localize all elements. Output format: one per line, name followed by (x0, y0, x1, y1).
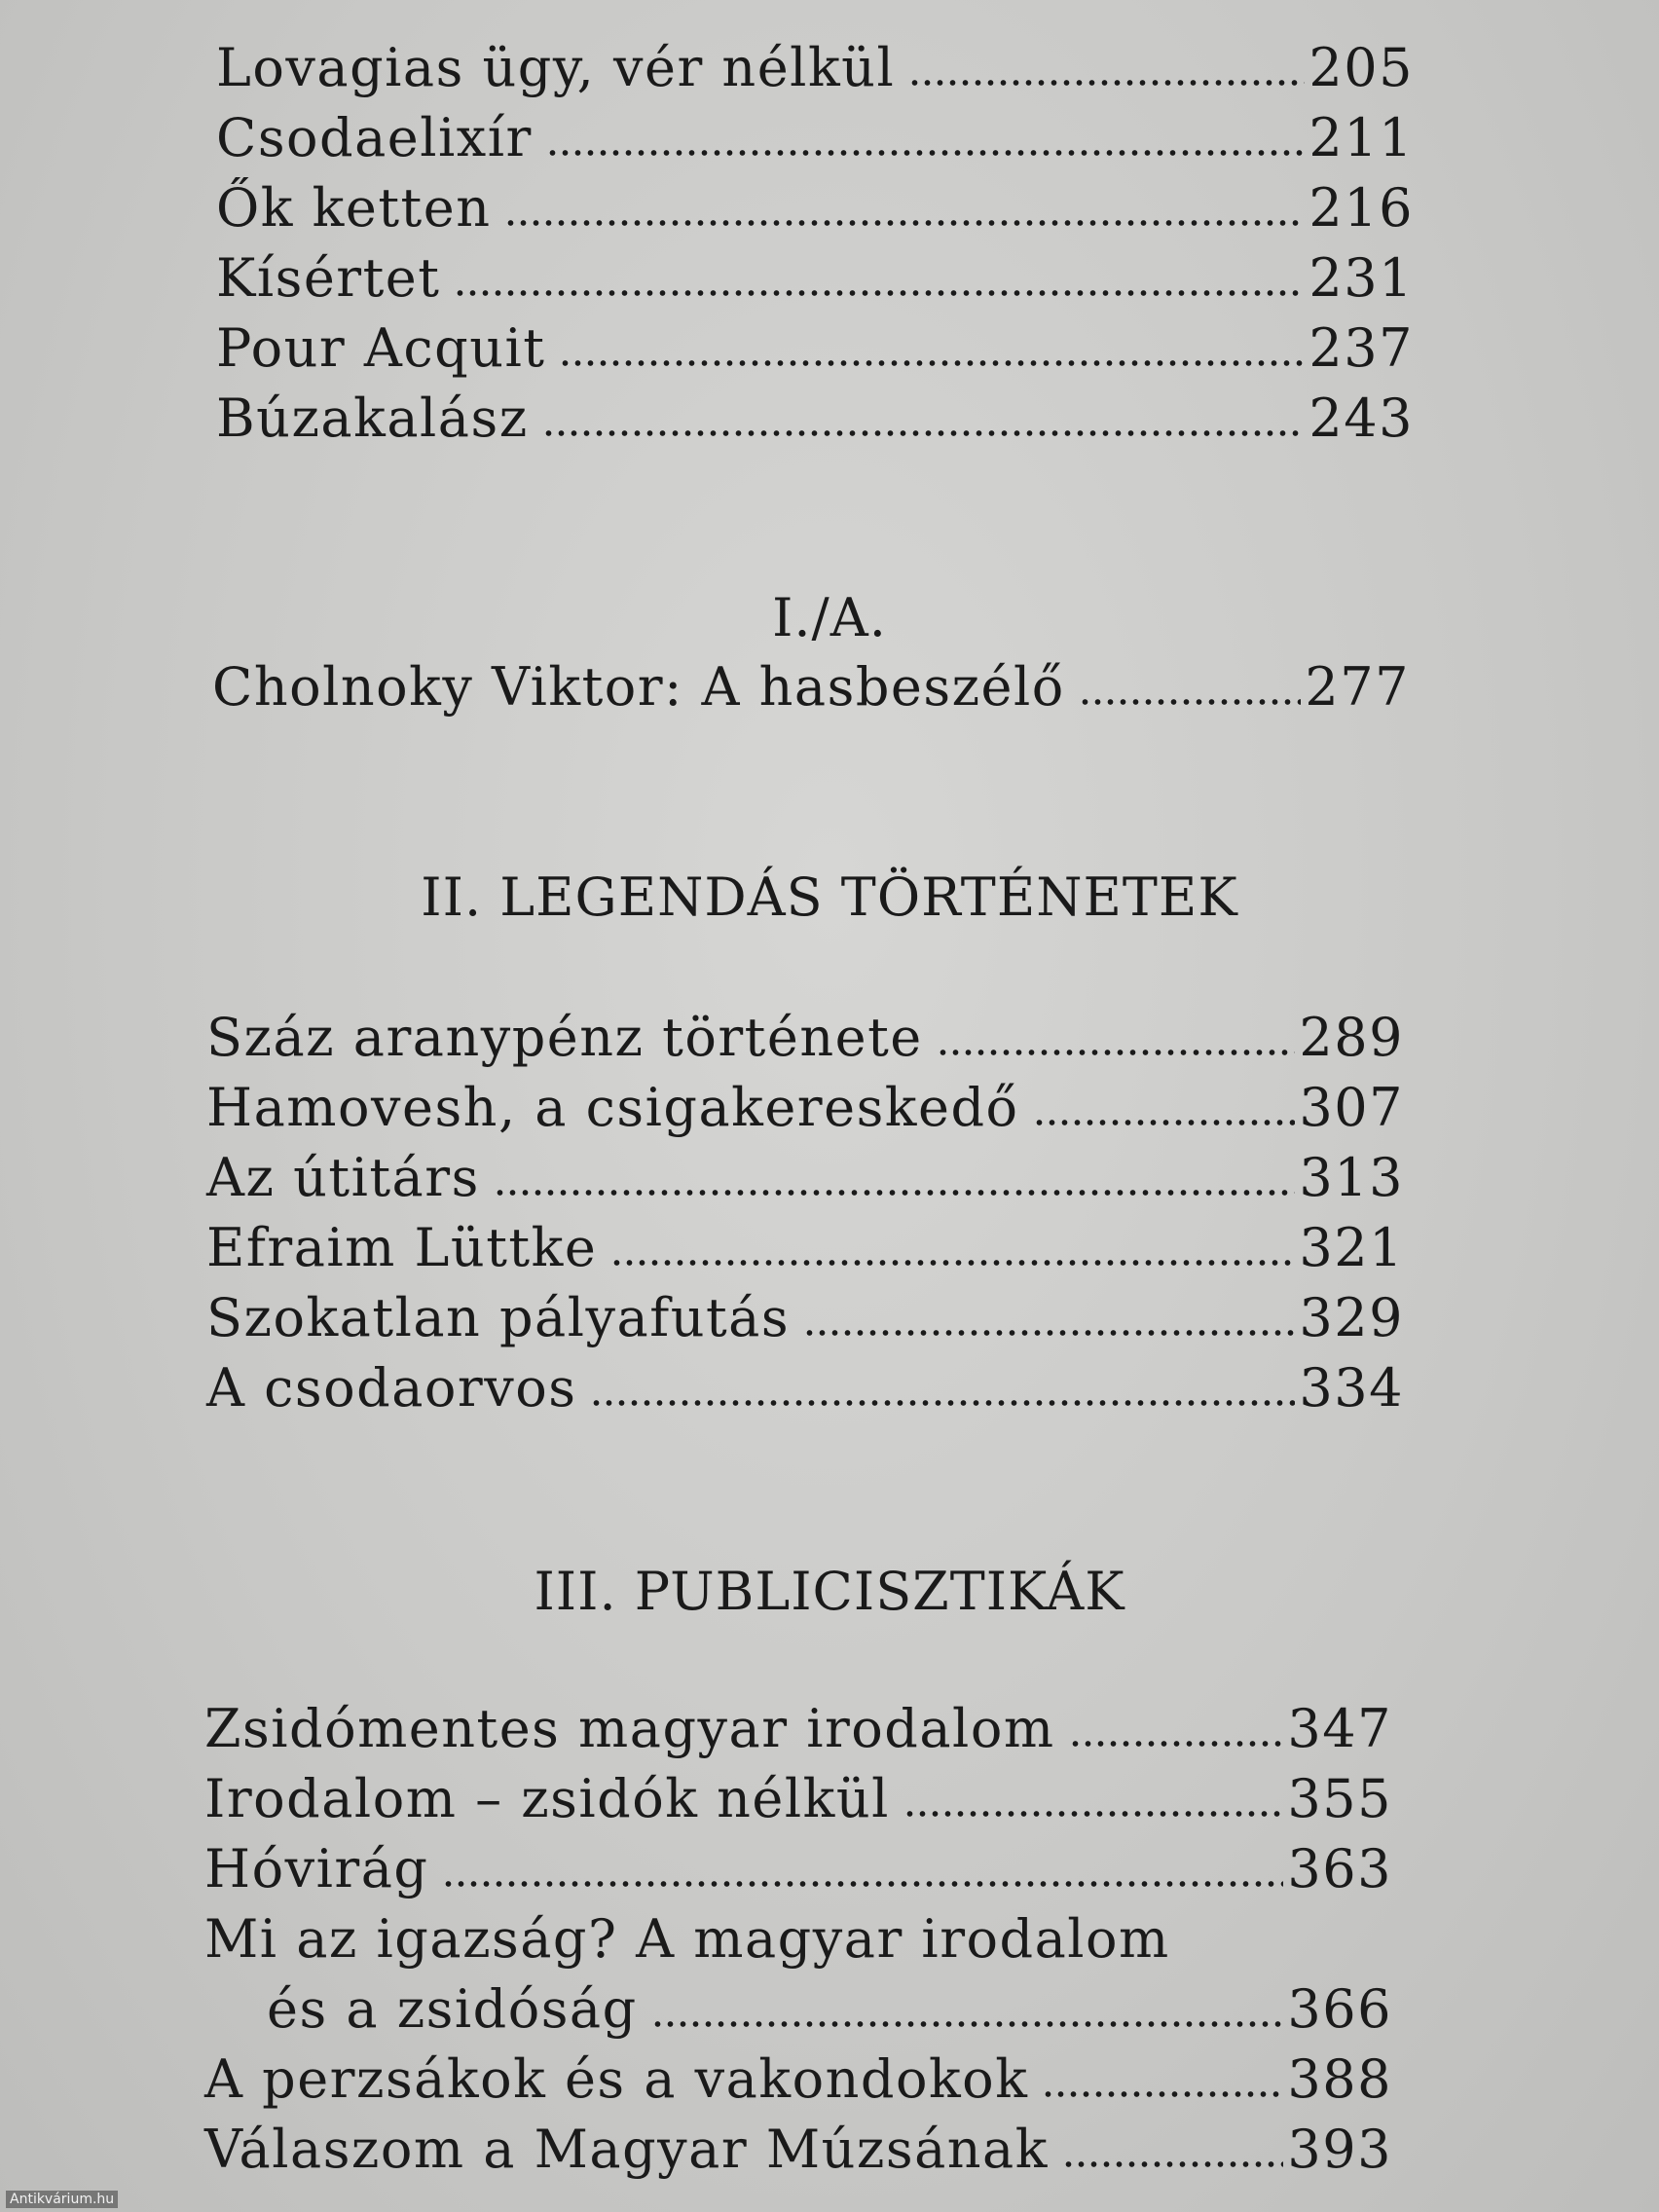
entry-page: 334 (1299, 1357, 1404, 1419)
toc-entry (216, 243, 1414, 313)
toc-entry (216, 384, 1414, 454)
entry-title: Cholnoky Viktor: A hasbeszélő (212, 656, 1065, 718)
entry-title: Száz aranypénz története (206, 1007, 923, 1068)
toc-entry (204, 1694, 1392, 1764)
entry-title: Válaszom a Magyar Múzsának (204, 2119, 1049, 2180)
entry-title: A csodaorvos (206, 1357, 577, 1419)
entry-title: Hóvirág (204, 1838, 429, 1899)
entry-page: 329 (1299, 1287, 1404, 1348)
toc-entry (206, 1283, 1404, 1353)
entry-page: 363 (1287, 1838, 1392, 1899)
dot-leader (590, 1393, 1295, 1413)
dot-leader (1062, 2155, 1283, 2174)
toc-group-1 (216, 33, 1414, 454)
entry-page: 243 (1309, 387, 1414, 449)
entry-title: Pour Acquit (216, 317, 546, 379)
entry-page: 211 (1309, 107, 1414, 168)
entry-page: 289 (1299, 1007, 1404, 1068)
dot-leader (494, 1183, 1296, 1202)
entry-page: 307 (1299, 1077, 1404, 1138)
toc-group-iii (204, 1694, 1392, 2185)
dot-leader (908, 73, 1305, 92)
entry-page: 388 (1287, 2048, 1392, 2110)
entry-page: 313 (1299, 1147, 1404, 1208)
entry-title: Irodalom – zsidók nélkül (204, 1768, 890, 1829)
dot-leader (937, 1043, 1296, 1062)
entry-title: A perzsákok és a vakondokok (204, 2048, 1029, 2110)
entry-title: Csodaelixír (216, 107, 533, 168)
toc-group-ia (212, 652, 1410, 722)
toc-entry (206, 1353, 1404, 1423)
dot-leader (546, 143, 1306, 163)
entry-title: Ők ketten (216, 177, 492, 239)
toc-entry (204, 2045, 1392, 2115)
toc-entry (204, 1764, 1392, 1834)
dot-leader (442, 1874, 1283, 1894)
entry-page: 231 (1309, 247, 1414, 309)
toc-group-ii (206, 1003, 1404, 1423)
toc-entry (216, 313, 1414, 384)
entry-title: és a zsidóság (267, 1978, 638, 2040)
entry-page: 205 (1309, 37, 1414, 98)
section-heading: I./A. (772, 587, 887, 648)
dot-leader (1069, 1734, 1284, 1753)
entry-page: 277 (1305, 656, 1410, 718)
toc-entry (206, 1073, 1404, 1143)
entry-page: 321 (1299, 1217, 1404, 1278)
toc-entry (216, 33, 1414, 103)
toc-entry (206, 1003, 1404, 1073)
entry-page: 347 (1287, 1698, 1392, 1759)
entry-title: Efraim Lüttke (206, 1217, 598, 1278)
dot-leader (651, 2014, 1284, 2034)
toc-entry (206, 1143, 1404, 1213)
entry-title: Zsidómentes magyar irodalom (204, 1698, 1055, 1759)
dot-leader (903, 1804, 1284, 1824)
entry-title: Az útitárs (206, 1147, 480, 1208)
entry-title: Mi az igazság? A magyar irodalom (204, 1908, 1170, 1970)
entry-title: Szokatlan pályafutás (206, 1287, 791, 1348)
toc-entry (204, 1974, 1392, 2045)
entry-page: 237 (1309, 317, 1414, 379)
entry-page: 393 (1287, 2119, 1392, 2180)
dot-leader (610, 1253, 1295, 1272)
entry-title: Hamovesh, a csigakereskedő (206, 1077, 1019, 1138)
section-heading: III. PUBLICISZTIKÁK (534, 1561, 1125, 1622)
entry-page: 355 (1287, 1768, 1392, 1829)
toc-entry (204, 2115, 1392, 2185)
toc-entry (216, 173, 1414, 243)
dot-leader (504, 213, 1305, 233)
entry-page: 216 (1309, 177, 1414, 239)
toc-entry-first-line (204, 1904, 1392, 1974)
entry-page: 366 (1287, 1978, 1392, 2040)
toc-entry (216, 103, 1414, 173)
watermark: Antikvárium.hu (6, 2191, 118, 2208)
dot-leader (1079, 692, 1302, 712)
entry-title: Kísértet (216, 247, 441, 309)
dot-leader (1042, 2084, 1283, 2104)
dot-leader (1033, 1113, 1296, 1132)
section-heading: II. LEGENDÁS TÖRTÉNETEK (421, 866, 1238, 928)
toc-entry (204, 1834, 1392, 1904)
dot-leader (454, 283, 1305, 303)
dot-leader (542, 424, 1306, 443)
dot-leader (803, 1323, 1295, 1343)
toc-entry (206, 1213, 1404, 1283)
dot-leader (559, 353, 1305, 373)
toc-entry (212, 652, 1410, 722)
entry-title: Búzakalász (216, 387, 529, 449)
entry-title: Lovagias ügy, vér nélkül (216, 37, 896, 98)
